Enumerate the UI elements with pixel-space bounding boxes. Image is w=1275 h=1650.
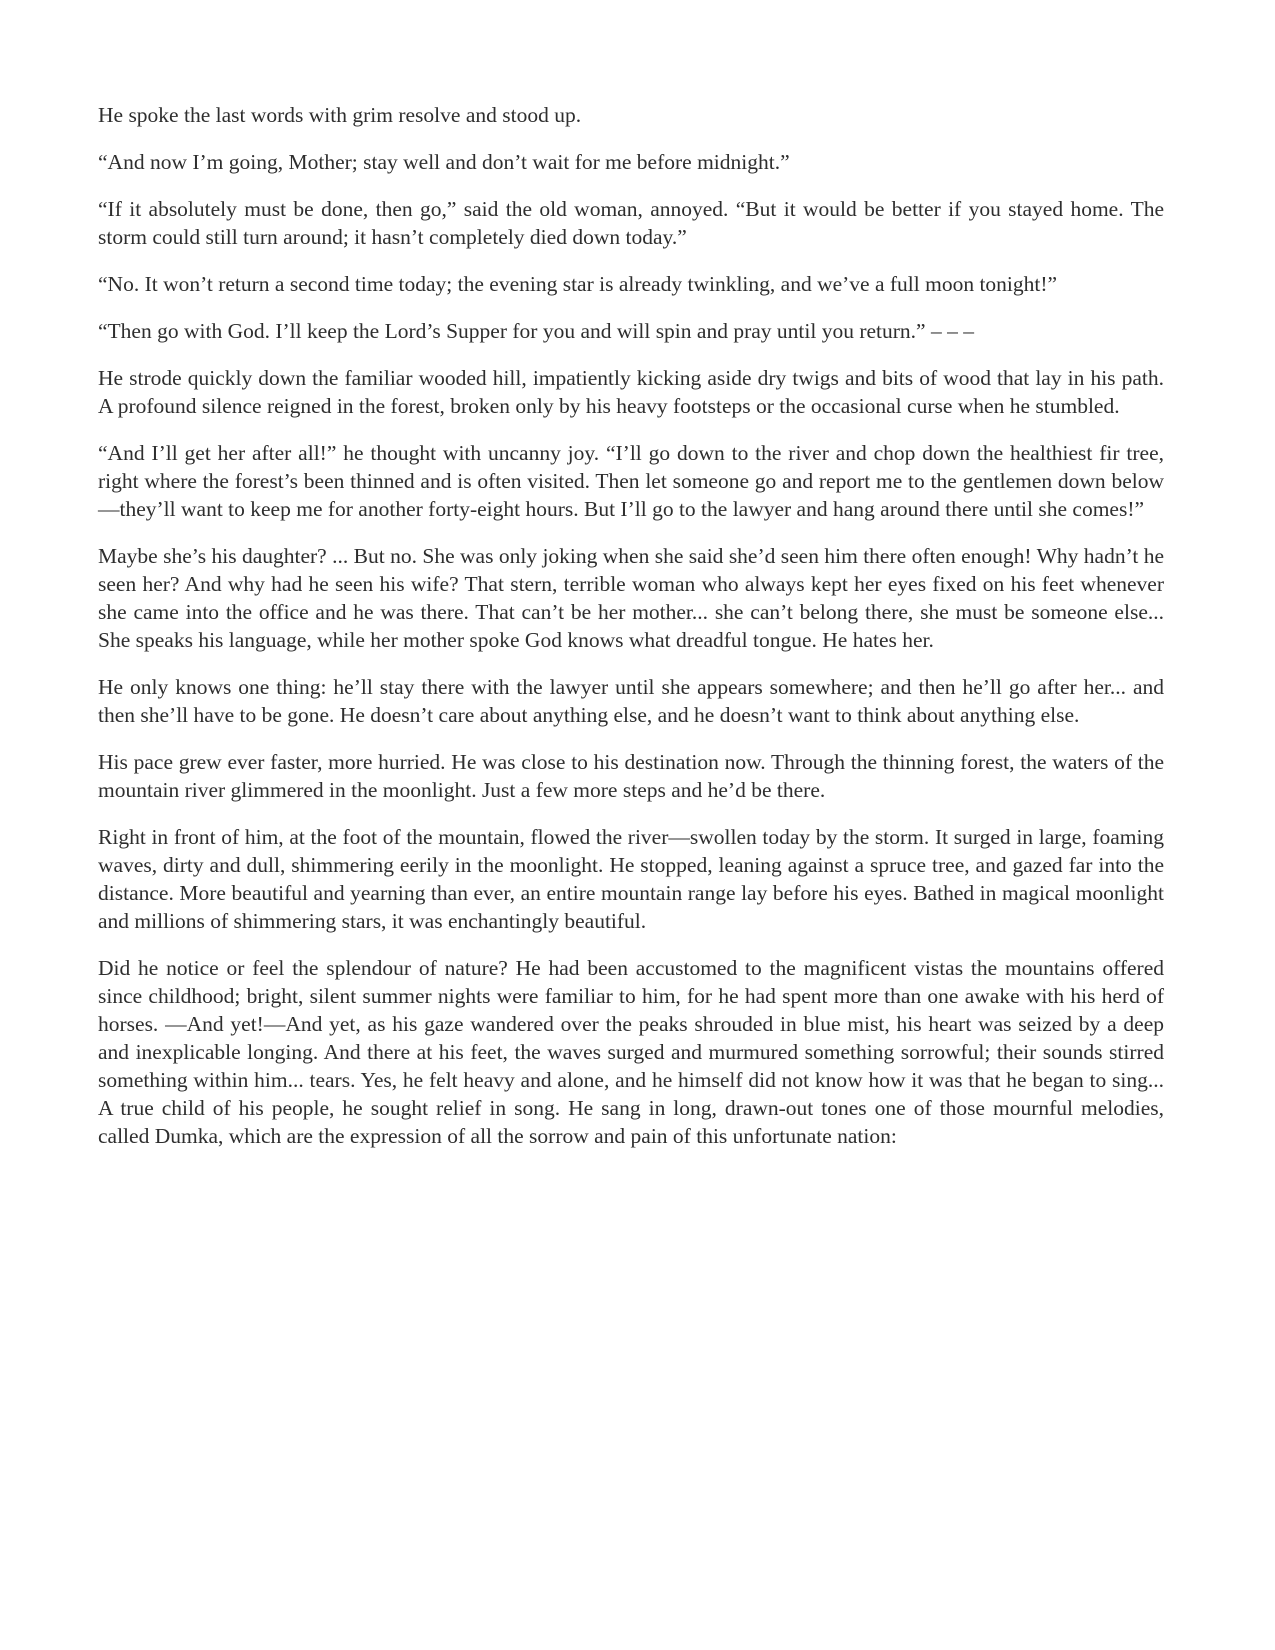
paragraph: “If it absolutely must be done, then go,” said the old woman, annoyed. “But it would be better if you stayed home. The storm could still turn around; it hasn’t completely died down today.”: [98, 197, 1164, 249]
paragraph: “No. It won’t return a second time today; the evening star is already twinkling, and we’ve a full moon tonight!”: [98, 272, 1058, 296]
paragraph: “And I’ll get her after all!” he thought with uncanny joy. “I’ll go down to the river and chop down the healthiest fir tree, right where the forest’s been thinned and is often visited. Then let someone go and report me to the gentlemen down below—they’ll want to keep me for another forty-eight hours. But I’ll go to the lawyer and hang around there until she comes!”: [98, 441, 1164, 521]
paragraph: His pace grew ever faster, more hurried. He was close to his destination now. Through the thinning forest, the waters of the mountain river glimmered in the moonlight. Just a few more steps and he’d be there.: [98, 750, 1164, 802]
paragraph: Right in front of him, at the foot of the mountain, flowed the river—swollen today by the storm. It surged in large, foaming waves, dirty and dull, shimmering eerily in the moonlight. He stopped, leaning against a spruce tree, and gazed far into the distance. More beautiful and yearning than ever, an entire mountain range lay before his eyes. Bathed in magical moonlight and millions of shimmering stars, it was enchantingly beautiful.: [98, 825, 1164, 933]
paragraph: Maybe she’s his daughter? ... But no. She was only joking when she said she’d seen him there often enough! Why hadn’t he seen her? And why had he seen his wife? That stern, terrible woman who always kept her eyes fixed on his feet whenever she came into the office and he was there. That can’t be her mother... she can’t belong there, she must be someone else... She speaks his language, while her mother spoke God knows what dreadful tongue. He hates her.: [98, 544, 1164, 652]
paragraph: Did he notice or feel the splendour of nature? He had been accustomed to the magnificent vistas the mountains offered since childhood; bright, silent summer nights were familiar to him, for he had spent more than one awake with his herd of horses. —And yet!—And yet, as his gaze wandered over the peaks shrouded in blue mist, his heart was seized by a deep and inexplicable longing. And there at his feet, the waves surged and murmured something sorrowful; their sounds stirred something within him... tears. Yes, he felt heavy and alone, and he himself did not know how it was that he began to sing... A true child of his people, he sought relief in song. He sang in long, drawn-out tones one of those mournful melodies, called Dumka, which are the expression of all the sorrow and pain of this unfortunate nation:: [98, 956, 1164, 1148]
paragraph: “And now I’m going, Mother; stay well and don’t wait for me before midnight.”: [98, 150, 790, 174]
paragraph: “Then go with God. I’ll keep the Lord’s Supper for you and will spin and pray until you return.” – – –: [98, 319, 974, 343]
paragraph: He strode quickly down the familiar wooded hill, impatiently kicking aside dry twigs and bits of wood that lay in his path. A profound silence reigned in the forest, broken only by his heavy footsteps or the occasional curse when he stumbled.: [98, 366, 1164, 418]
paragraph: He only knows one thing: he’ll stay there with the lawyer until she appears somewhere; and then he’ll go after her... and then she’ll have to be gone. He doesn’t care about anything else, and he doesn’t want to think about anything else.: [98, 675, 1164, 727]
paragraph: He spoke the last words with grim resolve and stood up.: [98, 103, 582, 127]
